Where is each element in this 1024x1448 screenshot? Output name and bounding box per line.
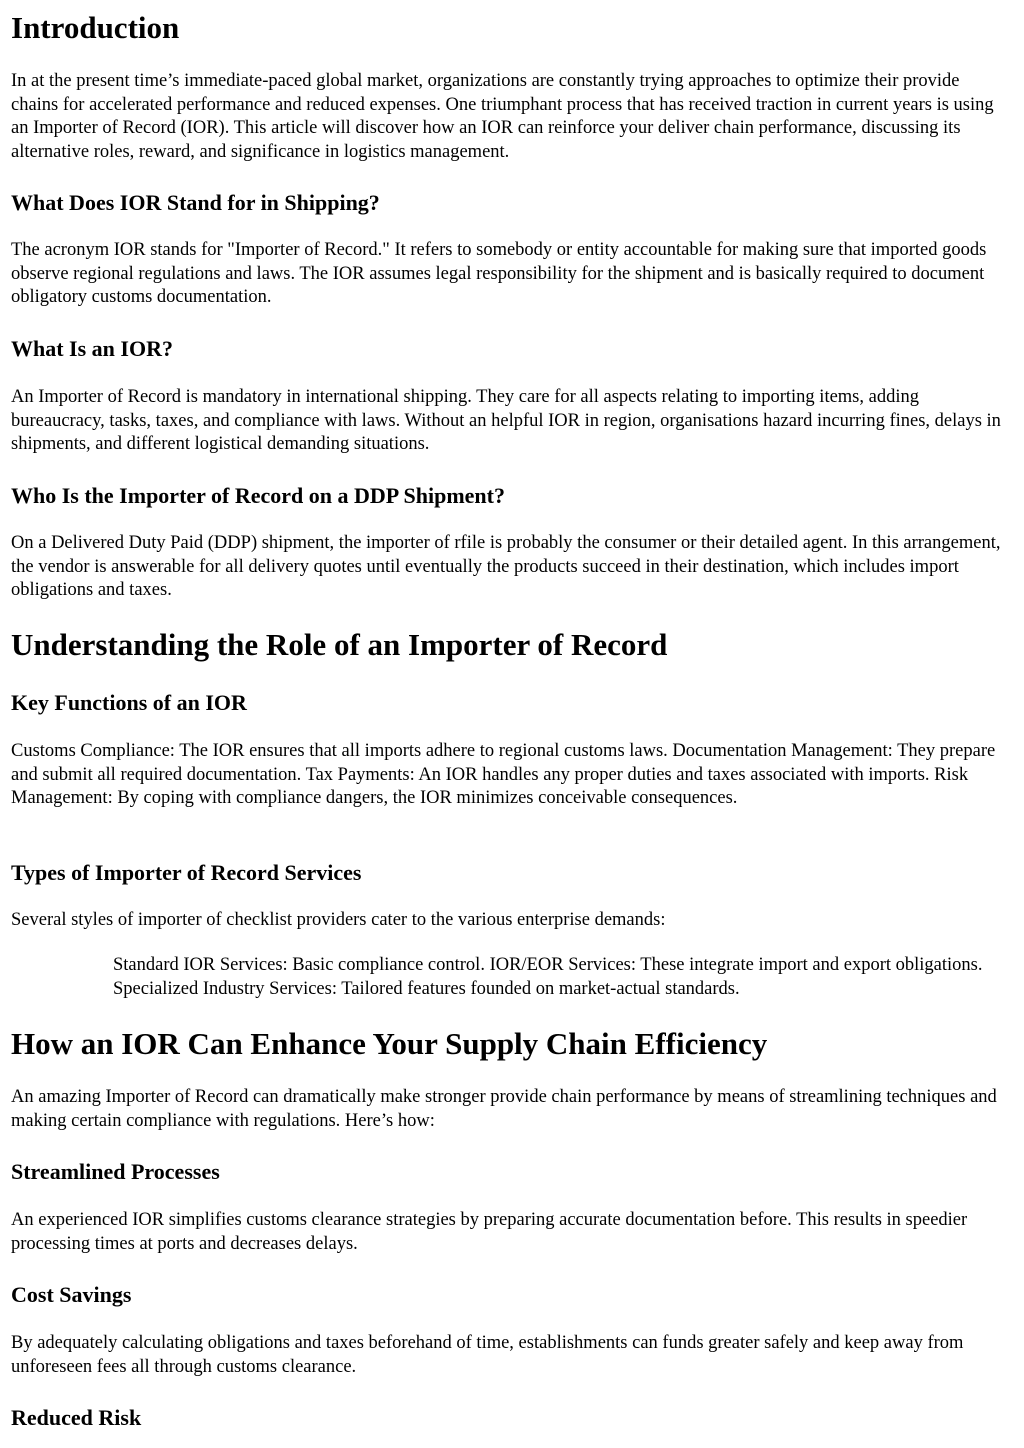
key-functions-heading: Key Functions of an IOR (11, 690, 247, 715)
intro-paragraph: In at the present time’s immediate-paced global market, organizations are constantly trying approaches to optimize their provide chains for accelerated performance and reduced expenses. One triumphant process that has received traction in current years is using an Importer of Record (IOR). This article will discover how an IOR can reinforce your deliver chain performance, discussing its alternative roles, reward, and significance in logistics management. (11, 71, 994, 162)
cost-savings-paragraph: By adequately calculating obligations and taxes beforehand of time, establishments can funds greater safely and keep away from unforeseen fees all through customs clearance. (11, 1333, 964, 1377)
streamlined-paragraph: An experienced IOR simplifies customs clearance strategies by preparing accurate documentation before. This results in speedier processing times at ports and decreases delays. (11, 1210, 968, 1254)
types-blockquote: Standard IOR Services: Basic compliance control. IOR/EOR Services: These integrate import and export obligations. Specialized Industry Services: Tailored features founded on market-actual standards. (113, 955, 983, 999)
ddp-paragraph: On a Delivered Duty Paid (DDP) shipment, the importer of rfile is probably the consumer or their detailed agent. In this arrangement, the vendor is answerable for all delivery quotes until eventually the products succeed in their destination, which includes import obligations and taxes. (11, 533, 1001, 600)
cost-savings-heading: Cost Savings (11, 1282, 132, 1307)
types-paragraph: Several styles of importer of checklist providers cater to the various enterprise demands: (11, 910, 666, 930)
ior-shipping-paragraph: The acronym IOR stands for "Importer of Record." It refers to somebody or entity accountable for making sure that imported goods observe regional regulations and laws. The IOR assumes legal responsibility for the shipment and is basically required to document obligatory customs documentation. (11, 240, 987, 307)
role-heading: Understanding the Role of an Importer of Record (11, 627, 668, 662)
ior-shipping-heading: What Does IOR Stand for in Shipping? (11, 190, 380, 215)
intro-heading: Introduction (11, 10, 180, 45)
enhance-paragraph: An amazing Importer of Record can dramatically make stronger provide chain performance by means of streamlining techniques and making certain compliance with regulations. Here’s how: (11, 1087, 997, 1131)
types-heading: Types of Importer of Record Services (11, 860, 362, 885)
streamlined-heading: Streamlined Processes (11, 1159, 220, 1184)
reduced-risk-heading: Reduced Risk (11, 1405, 142, 1430)
key-functions-paragraph: Customs Compliance: The IOR ensures that all imports adhere to regional customs laws. Documentation Management: They prepare and submit all required documentation. Tax Payments: An IOR handles any proper duties and taxes associated with imports. Risk Management: By coping with compliance dangers, the IOR minimizes conceivable consequences. (11, 741, 996, 808)
what-is-ior-paragraph: An Importer of Record is mandatory in international shipping. They care for all aspects relating to importing items, adding bureaucracy, tasks, taxes, and compliance with laws. Without an helpful IOR in region, organisations hazard incurring fines, delays in shipments, and different logistical demanding situations. (11, 387, 1001, 454)
enhance-heading: How an IOR Can Enhance Your Supply Chain Efficiency (11, 1026, 768, 1061)
what-is-ior-heading: What Is an IOR? (11, 336, 173, 361)
ddp-heading: Who Is the Importer of Record on a DDP Shipment? (11, 483, 505, 508)
